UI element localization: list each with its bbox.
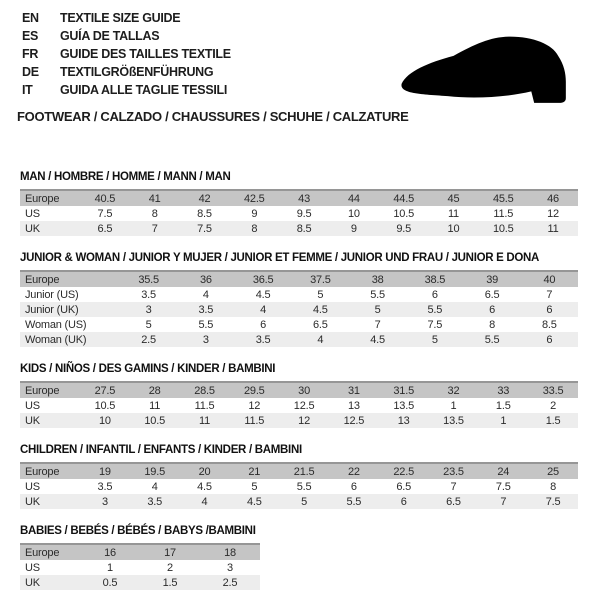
size-cell: 25	[547, 465, 559, 478]
dress-shoe-icon	[394, 18, 586, 110]
size-cell: 1	[450, 399, 457, 412]
size-cell: 3.5	[198, 303, 214, 316]
size-cell: 12	[547, 207, 559, 220]
size-cell: 12.5	[293, 399, 315, 412]
size-cell: 11.5	[244, 414, 265, 427]
table-row	[20, 413, 578, 428]
row-label: Europe	[25, 192, 60, 205]
row-label: UK	[25, 495, 40, 508]
size-cell: 22.5	[393, 465, 414, 478]
size-cell: 10	[347, 207, 360, 220]
size-cell: 6	[489, 303, 496, 316]
size-cell: 7.5	[545, 495, 561, 508]
language-label: GUÍA DE TALLAS	[60, 29, 160, 43]
row-label: Europe	[25, 465, 60, 478]
size-cell: 33	[497, 384, 510, 397]
table-row	[20, 560, 260, 575]
size-cell: 6	[431, 288, 438, 301]
size-cell: 8	[489, 318, 496, 331]
table-row	[20, 302, 578, 317]
size-cell: 5.5	[427, 303, 443, 316]
size-cell: 2	[550, 399, 557, 412]
size-table	[20, 381, 578, 428]
size-cell: 7.5	[97, 207, 113, 220]
size-cell: 7	[546, 288, 553, 301]
section-title: JUNIOR & WOMAN / JUNIOR Y MUJER / JUNIOR ET FEMME / JUNIOR UND FRAU / JUNIOR E DONA	[20, 252, 540, 264]
size-cell: 29.5	[243, 384, 265, 397]
size-cell: 3	[202, 333, 209, 346]
size-cell: 7	[151, 222, 158, 235]
size-cell: 4.5	[246, 495, 262, 508]
size-cell: 3	[101, 495, 108, 508]
size-cell: 21	[248, 465, 261, 478]
size-cell: 38.5	[424, 273, 446, 286]
row-label: US	[25, 480, 40, 493]
size-cell: 8.5	[197, 207, 212, 220]
table-row	[20, 317, 578, 332]
size-cell: 6.5	[313, 318, 328, 331]
size-cell: 10	[447, 222, 460, 235]
size-cell: 6	[350, 480, 357, 493]
size-cell: 4.5	[313, 303, 328, 316]
language-label: TEXTILGRÖßENFÜHRUNG	[60, 65, 214, 79]
size-cell: 10.5	[144, 414, 165, 427]
size-cell: 44	[347, 192, 360, 205]
size-cell: 16	[104, 546, 116, 559]
size-cell: 10.5	[492, 222, 514, 235]
size-cell: 6.5	[97, 222, 113, 235]
size-cell: 36	[199, 273, 212, 286]
size-cell: 5	[145, 318, 152, 331]
table-row	[20, 545, 260, 560]
size-cell: 31.5	[393, 384, 414, 397]
language-label: TEXTILE SIZE GUIDE	[60, 11, 181, 25]
size-cell: 20	[198, 465, 211, 478]
size-cell: 8	[550, 480, 557, 493]
size-cell: 12	[248, 399, 261, 412]
size-cell: 4	[260, 303, 267, 316]
size-cell: 39	[486, 273, 499, 286]
size-cell: 3.5	[141, 288, 156, 301]
size-cell: 42.5	[243, 192, 265, 205]
size-cell: 37.5	[310, 273, 331, 286]
table-row	[20, 287, 578, 302]
size-cell: 30	[298, 384, 310, 397]
size-cell: 9	[350, 222, 357, 235]
size-cell: 4	[201, 495, 208, 508]
size-cell: 28.5	[194, 384, 215, 397]
section-title: BABIES / BEBÉS / BÉBÉS / BABYS /BAMBINI	[20, 525, 256, 537]
size-cell: 10	[98, 414, 111, 427]
size-cell: 4.5	[255, 288, 271, 301]
size-cell: 6.5	[484, 288, 500, 301]
size-cell: 9.5	[396, 222, 412, 235]
size-cell: 6.5	[396, 480, 412, 493]
size-cell: 5.5	[370, 288, 385, 301]
size-cell: 5.5	[346, 495, 362, 508]
size-cell: 5	[317, 288, 324, 301]
size-cell: 45	[447, 192, 460, 205]
size-cell: 11	[198, 414, 210, 427]
language-code: IT	[22, 83, 33, 97]
size-cell: 11.5	[194, 399, 215, 412]
size-cell: 28	[148, 384, 161, 397]
table-row	[20, 191, 578, 206]
size-cell: 2.5	[222, 576, 238, 589]
size-cell: 4	[151, 480, 158, 493]
row-label: US	[25, 561, 40, 574]
size-cell: 13	[347, 399, 360, 412]
table-row	[20, 383, 578, 398]
table-row	[20, 398, 578, 413]
size-cell: 10.5	[393, 207, 414, 220]
table-row	[20, 464, 578, 479]
section-title: KIDS / NIÑOS / DES GAMINS / KINDER / BAMBINI	[20, 363, 276, 375]
row-label: Junior (UK)	[25, 303, 79, 316]
size-cell: 12.5	[343, 414, 365, 427]
size-section-babies	[20, 524, 578, 590]
size-cell: 7	[374, 318, 381, 331]
size-cell: 4	[202, 288, 209, 301]
size-cell: 42	[198, 192, 211, 205]
size-cell: 1.5	[162, 576, 178, 589]
size-cell: 7	[500, 495, 507, 508]
size-cell: 45.5	[492, 192, 514, 205]
table-row	[20, 332, 578, 347]
category-title: FOOTWEAR / CALZADO / CHAUSSURES / SCHUHE / CALZATURE	[17, 109, 409, 124]
size-tables	[20, 170, 578, 590]
size-section-junior-woman	[20, 251, 578, 347]
size-cell: 6	[400, 495, 407, 508]
row-label: US	[25, 207, 40, 220]
table-row	[20, 494, 578, 509]
size-cell: 7.5	[427, 318, 443, 331]
size-cell: 2	[167, 561, 173, 574]
language-code: DE	[22, 65, 39, 79]
size-cell: 21.5	[293, 465, 315, 478]
language-code: ES	[22, 29, 39, 43]
section-title: MAN / HOMBRE / HOMME / MANN / MAN	[20, 171, 231, 183]
row-label: UK	[25, 576, 40, 589]
size-cell: 6	[546, 303, 553, 316]
size-cell: 8.5	[296, 222, 312, 235]
size-cell: 4.5	[197, 480, 212, 493]
size-cell: 5	[431, 333, 438, 346]
size-cell: 6	[546, 333, 553, 346]
language-code: EN	[22, 11, 39, 25]
size-cell: 40	[543, 273, 556, 286]
size-cell: 3	[145, 303, 152, 316]
size-cell: 6	[260, 318, 267, 331]
section-title: CHILDREN / INFANTIL / ENFANTS / KINDER / BAMBINI	[20, 444, 302, 456]
size-table	[20, 543, 260, 590]
size-cell: 3.5	[97, 480, 113, 493]
size-section-man	[20, 170, 578, 236]
size-cell: 8	[251, 222, 258, 235]
size-cell: 6.5	[446, 495, 461, 508]
row-label: US	[25, 399, 40, 412]
size-cell: 24	[497, 465, 510, 478]
size-cell: 1	[107, 561, 113, 574]
size-cell: 32	[447, 384, 460, 397]
row-label: UK	[25, 414, 40, 427]
size-cell: 5	[374, 303, 381, 316]
language-code: FR	[22, 47, 39, 61]
size-cell: 41	[148, 192, 161, 205]
size-section-children	[20, 443, 578, 509]
size-cell: 44.5	[393, 192, 414, 205]
size-cell: 22	[347, 465, 360, 478]
size-table	[20, 189, 578, 236]
size-cell: 19.5	[144, 465, 165, 478]
size-cell: 5	[301, 495, 308, 508]
row-label: Woman (US)	[25, 318, 87, 331]
size-cell: 5.5	[198, 318, 214, 331]
size-cell: 35.5	[138, 273, 159, 286]
size-cell: 11.5	[493, 207, 514, 220]
size-table	[20, 270, 578, 347]
size-cell: 8.5	[542, 318, 557, 331]
table-row	[20, 206, 578, 221]
size-cell: 0.5	[102, 576, 118, 589]
language-label: GUIDE DES TAILLES TEXTILE	[60, 47, 231, 61]
size-cell: 5	[251, 480, 258, 493]
size-cell: 13	[397, 414, 410, 427]
size-cell: 4	[317, 333, 324, 346]
row-label: Woman (UK)	[25, 333, 87, 346]
size-cell: 4.5	[370, 333, 385, 346]
size-cell: 11	[149, 399, 161, 412]
table-row	[20, 575, 260, 590]
size-cell: 5.5	[484, 333, 500, 346]
size-cell: 11	[447, 207, 459, 220]
language-label: GUIDA ALLE TAGLIE TESSILI	[60, 83, 228, 97]
size-cell: 3.5	[147, 495, 163, 508]
size-cell: 7	[450, 480, 457, 493]
size-cell: 31	[347, 384, 360, 397]
size-cell: 36.5	[252, 273, 274, 286]
size-cell: 8	[151, 207, 158, 220]
row-label: UK	[25, 222, 40, 235]
size-cell: 13.5	[393, 399, 414, 412]
size-cell: 38	[371, 273, 384, 286]
row-label: Europe	[25, 273, 60, 286]
row-label: Europe	[25, 384, 60, 397]
row-label: Junior (US)	[25, 288, 79, 301]
size-cell: 10.5	[94, 399, 116, 412]
size-cell: 12	[298, 414, 310, 427]
size-table	[20, 462, 578, 509]
size-cell: 3.5	[255, 333, 271, 346]
size-cell: 1.5	[495, 399, 511, 412]
table-row	[20, 272, 578, 287]
size-cell: 23.5	[443, 465, 464, 478]
size-cell: 17	[164, 546, 176, 559]
size-cell: 2.5	[141, 333, 156, 346]
size-cell: 1.5	[545, 414, 561, 427]
size-cell: 7.5	[197, 222, 212, 235]
size-cell: 18	[224, 546, 236, 559]
size-cell: 13.5	[443, 414, 464, 427]
size-cell: 11	[547, 222, 559, 235]
size-cell: 46	[547, 192, 559, 205]
size-cell: 40.5	[94, 192, 116, 205]
size-cell: 27.5	[94, 384, 116, 397]
size-cell: 7.5	[495, 480, 511, 493]
size-cell: 9	[251, 207, 258, 220]
size-cell: 19	[98, 465, 111, 478]
size-section-kids	[20, 362, 578, 428]
row-label: Europe	[25, 546, 60, 559]
table-row	[20, 479, 578, 494]
size-cell: 33.5	[542, 384, 564, 397]
size-cell: 1	[500, 414, 507, 427]
size-cell: 3	[227, 561, 233, 574]
size-cell: 9.5	[296, 207, 312, 220]
table-row	[20, 221, 578, 236]
size-cell: 43	[298, 192, 310, 205]
size-cell: 5.5	[296, 480, 312, 493]
